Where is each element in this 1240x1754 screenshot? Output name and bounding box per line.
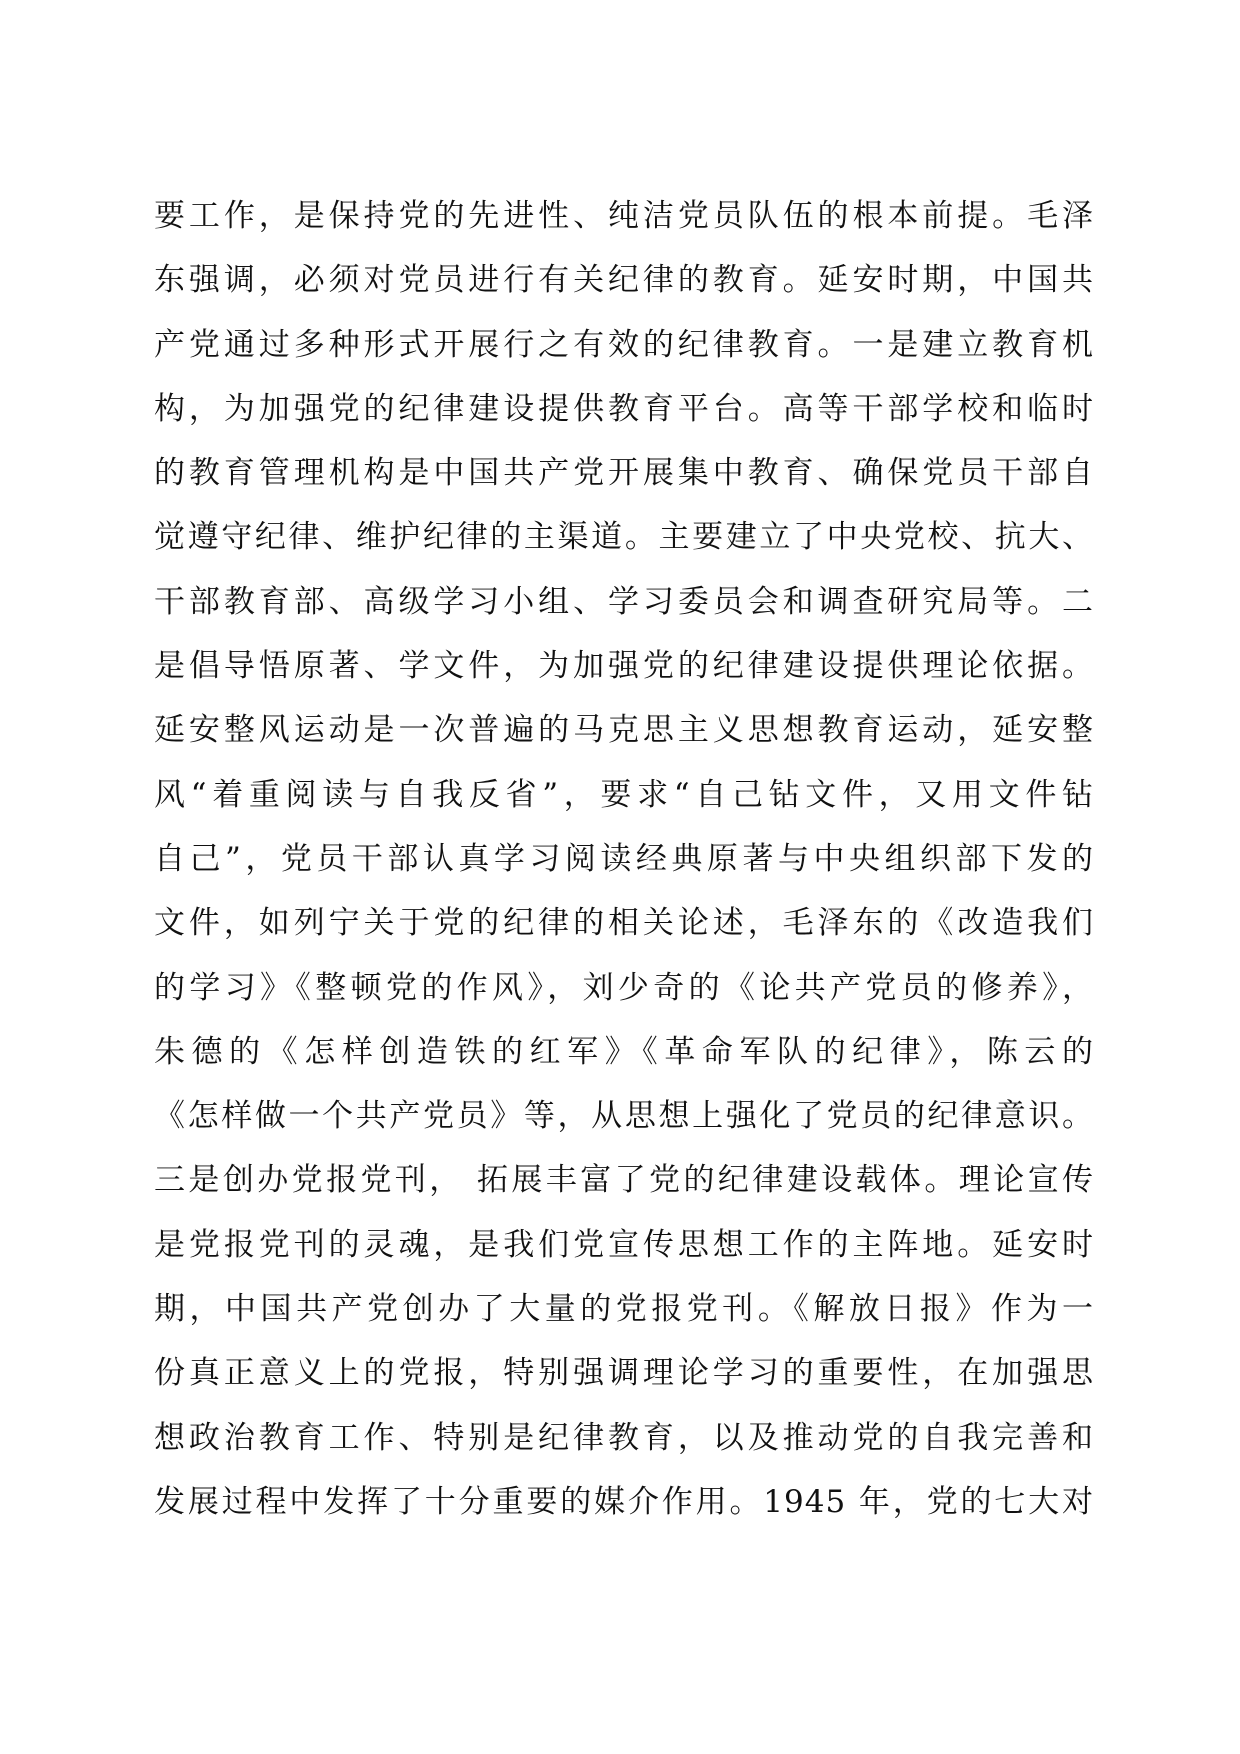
text-line: 延安整风运动是一次普遍的马克思主义思想教育运动，延安整 [154, 712, 1094, 749]
text-line: 发展过程中发挥了十分重要的媒介作用。1945 年，党的七大对 [154, 1483, 1094, 1520]
text-line: 自己”，党员干部认真学习阅读经典原著与中央组织部下发的 [154, 840, 1094, 877]
text-line: 三是创办党报党刊， 拓展丰富了党的纪律建设载体。理论宣传 [154, 1162, 1094, 1199]
text-line: 是党报党刊的灵魂，是我们党宣传思想工作的主阵地。延安时 [154, 1226, 1094, 1263]
text-line: 想政治教育工作、特别是纪律教育，以及推动党的自我完善和 [154, 1419, 1094, 1456]
text-line: 朱德的《怎样创造铁的红军》《革命军队的纪律》，陈云的 [154, 1033, 1094, 1070]
text-line: 构，为加强党的纪律建设提供教育平台。高等干部学校和临时 [154, 390, 1094, 427]
text-line: 文件，如列宁关于党的纪律的相关论述，毛泽东的《改造我们 [154, 905, 1094, 942]
text-line: 东强调，必须对党员进行有关纪律的教育。延安时期，中国共 [154, 262, 1094, 299]
text-line: 是倡导悟原著、学文件，为加强党的纪律建设提供理论依据。 [154, 648, 1094, 685]
body-text [154, 184, 1094, 1534]
text-line: 期，中国共产党创办了大量的党报党刊。《解放日报》作为一 [154, 1291, 1094, 1328]
text-line: 干部教育部、高级学习小组、学习委员会和调查研究局等。二 [154, 583, 1094, 620]
text-line: 的学习》《整顿党的作风》，刘少奇的《论共产党员的修养》， [154, 969, 1094, 1006]
text-line: 风“着重阅读与自我反省”，要求“自己钻文件，又用文件钻 [154, 776, 1094, 813]
text-line: 要工作，是保持党的先进性、纯洁党员队伍的根本前提。毛泽 [154, 198, 1094, 234]
text-line: 产党通过多种形式开展行之有效的纪律教育。一是建立教育机 [154, 326, 1094, 363]
text-line: 份真正意义上的党报，特别强调理论学习的重要性，在加强思 [154, 1355, 1094, 1392]
text-line: 的教育管理机构是中国共产党开展集中教育、确保党员干部自 [154, 455, 1094, 492]
text-line: 觉遵守纪律、维护纪律的主渠道。主要建立了中央党校、抗大、 [154, 519, 1094, 556]
text-line: 《怎样做一个共产党员》等，从思想上强化了党员的纪律意识。 [154, 1098, 1094, 1135]
